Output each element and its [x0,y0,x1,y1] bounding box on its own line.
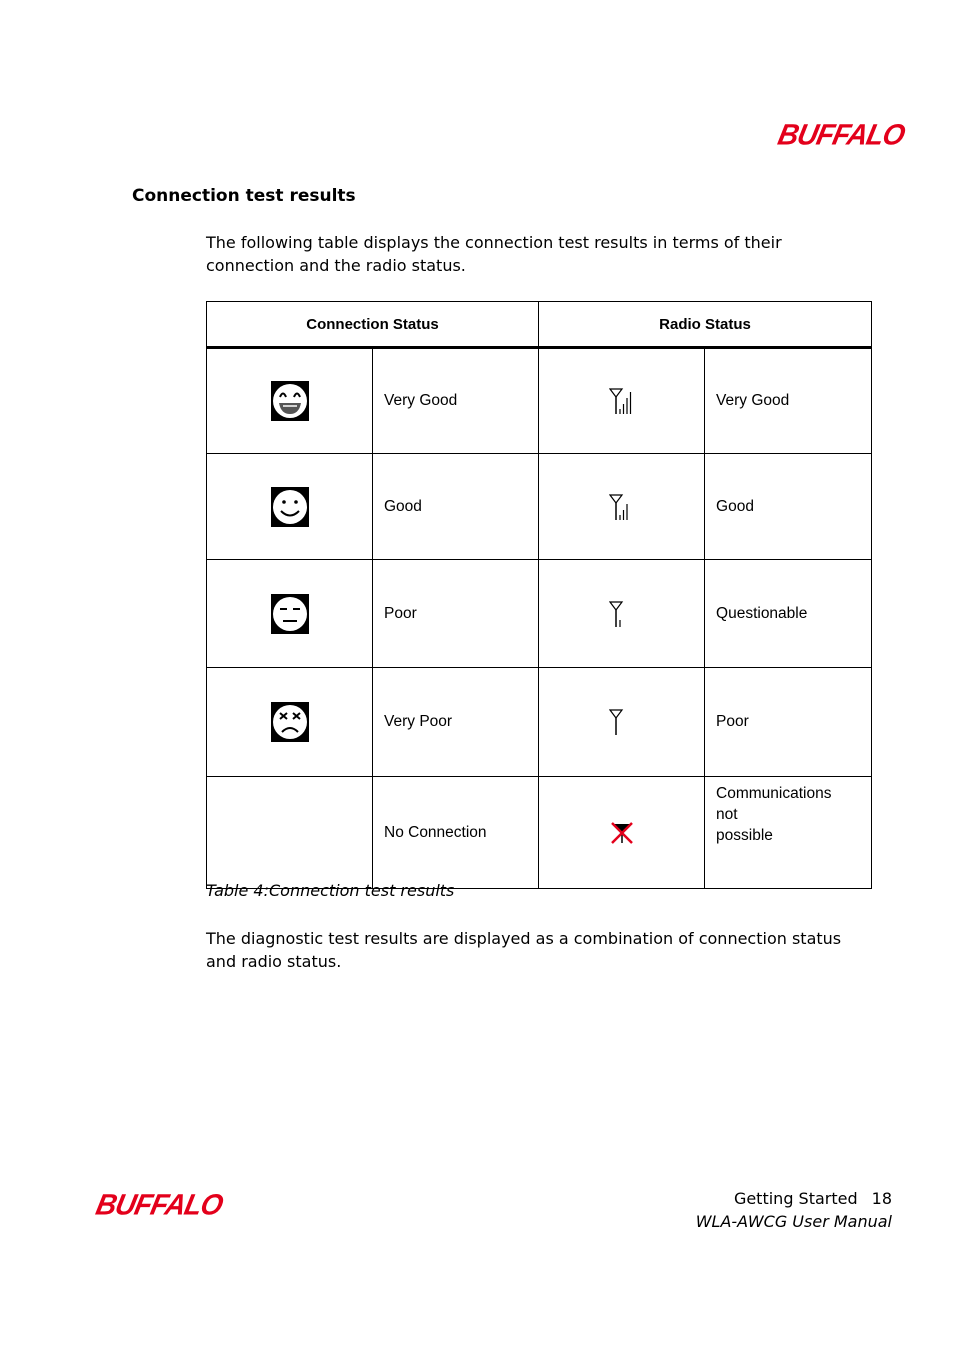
page-number: 18 [871,1189,892,1208]
signal-3-bars-icon [609,493,635,521]
connection-label: Good [373,454,539,560]
table-caption: Table 4:Connection test results [206,881,455,900]
empty-icon-cell [207,777,373,889]
table-row [207,454,872,560]
neutral-face-icon [271,594,309,634]
radio-label: Questionable [705,560,872,668]
header-radio-status: Radio Status [539,302,872,348]
signal-1-bar-icon [609,600,635,628]
section-title: Connection test results [132,186,356,206]
intro-paragraph: The following table displays the connection test results in terms of their connection and the radio status. [206,233,782,275]
page-footer [696,1187,892,1233]
radio-label-line: possible [716,827,773,844]
no-signal-icon [610,821,634,845]
table-row [207,560,872,668]
buffalo-logo: BUFFALO [93,1188,226,1221]
buffalo-logo: BUFFALO [775,118,908,151]
connection-results-table [206,301,872,889]
table-row [207,348,872,454]
very-good-face-icon [271,381,309,421]
manual-title: WLA-AWCG User Manual [695,1212,892,1231]
connection-label: No Connection [373,777,539,889]
radio-label: Poor [705,668,872,777]
radio-label: Very Good [705,348,872,454]
sad-face-icon [271,702,309,742]
closing-paragraph: The diagnostic test results are displayed as a combination of connection status and radio status. [206,929,842,971]
connection-label: Very Poor [373,668,539,777]
footer-section: Getting Started [733,1189,858,1208]
connection-label: Very Good [373,348,539,454]
radio-label-line: Communications [716,785,832,802]
good-face-icon [271,487,309,527]
table-row [207,777,872,889]
radio-label: Good [705,454,872,560]
table-row [207,668,872,777]
radio-label-line: not [716,806,738,823]
signal-4-bars-icon [609,387,635,415]
connection-label: Poor [373,560,539,668]
signal-0-bars-icon [609,708,635,736]
radio-label [705,777,872,889]
header-connection-status: Connection Status [207,302,539,348]
